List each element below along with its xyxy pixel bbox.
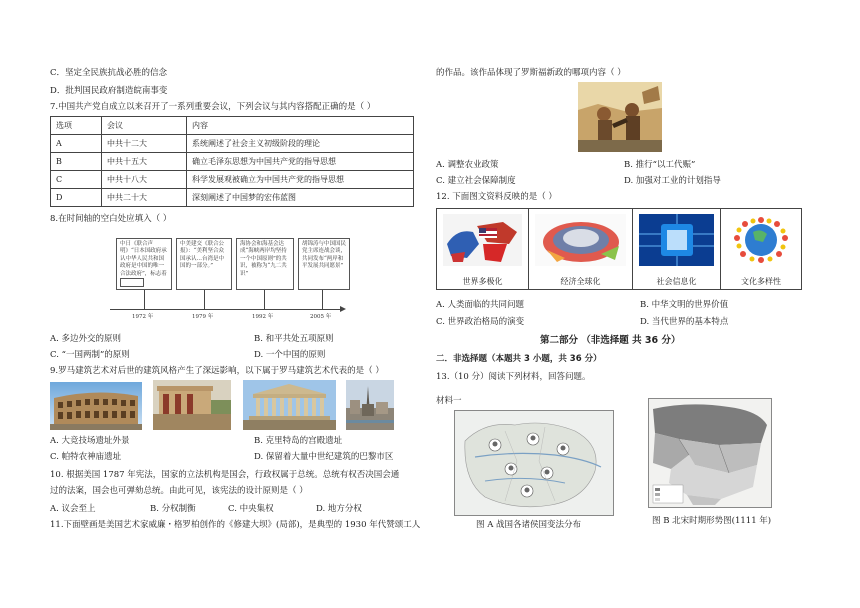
table-row xyxy=(51,153,414,171)
q12-caption: 文化多样性 xyxy=(741,277,781,286)
table-cell: 中共十五大 xyxy=(102,153,187,171)
timeline-box-2005: 胡锦涛与中国国民党主席连战会谈，共同发布“两岸和平发展共同愿景” xyxy=(298,238,350,290)
q11-option-a: A. 调整农业政策 xyxy=(436,160,499,170)
q11-option-b: B. 推行“以工代赈” xyxy=(624,160,696,170)
parthenon-image xyxy=(243,380,336,430)
table-cell: 中共二十大 xyxy=(102,189,187,207)
table-header: 会议 xyxy=(102,117,187,135)
timeline-axis xyxy=(110,309,342,310)
q8-option-b: B. 和平共处五项原则 xyxy=(254,334,334,344)
knossos-palace-image xyxy=(153,380,231,430)
q10-stem-line-2: 过的法案，国会也可弹劾总统。由此可见，该宪法的设计原则是（ ） xyxy=(50,486,308,496)
q6-option-d: D．批判国民政府制造皖南事变 xyxy=(50,86,168,96)
timeline-tick xyxy=(264,290,265,310)
q8-timeline xyxy=(110,236,350,326)
table-cell: 中共十二大 xyxy=(102,135,187,153)
timeline-tick xyxy=(204,290,205,310)
q12-caption: 社会信息化 xyxy=(656,277,697,286)
table-header: 内容 xyxy=(187,117,414,135)
q8-option-a: A. 多边外交的原则 xyxy=(50,334,122,344)
timeline-tick xyxy=(144,290,145,310)
q12-image-grid xyxy=(436,208,802,290)
q10-stem-line-1: 10. 根据美国 1787 年宪法，国家的立法机构是国会，行政权属于总统。总统有权否决国会通 xyxy=(50,470,400,480)
table-header-row xyxy=(51,117,414,135)
table-row xyxy=(51,135,414,153)
timeline-box-1979: 中美建交《联合公报》：“美利坚合众国承认…台湾是中国的一部分。” xyxy=(176,238,232,290)
table-cell: D xyxy=(51,189,102,207)
table-cell: C xyxy=(51,171,102,189)
q10-option-a: A. 议会至上 xyxy=(50,504,96,514)
colosseum-image xyxy=(50,382,142,430)
q12-cell-globalization xyxy=(529,209,633,289)
northern-song-map xyxy=(648,398,772,508)
q9-option-a: A. 大竞技场遗址外景 xyxy=(50,436,130,446)
table-cell: 中共十八大 xyxy=(102,171,187,189)
timeline-box-text: 中日《联合声明》“日本国政府承认中华人民共和国政府是中国的唯一合法政府”，标志着 xyxy=(120,241,167,277)
globe-people-image xyxy=(727,214,795,266)
q11-option-c: C. 建立社会保障制度 xyxy=(436,176,516,186)
table-cell: 科学发展观被确立为中国共产党的指导思想 xyxy=(187,171,414,189)
paris-city-image xyxy=(346,380,394,430)
part-two-title: 第二部分 （非选择题 共 36 分） xyxy=(540,335,681,346)
mural-building-dam-image xyxy=(578,82,662,152)
q12-cell-diversity xyxy=(721,209,801,289)
q9-stem: 9.罗马建筑艺术对后世的建筑风格产生了深远影响，以下属于罗马建筑艺术代表的是（ ） xyxy=(50,366,384,376)
table-cell: 系统阐述了社会主义初级阶段的理论 xyxy=(187,135,414,153)
timeline-year: 2005 年 xyxy=(310,314,332,320)
material-one-label: 材料一 xyxy=(436,396,462,406)
timeline-tick xyxy=(322,290,323,310)
q9-option-b: B. 克里特岛的宫殿遗址 xyxy=(254,436,343,446)
q8-option-c: C. “一国两制”的原则 xyxy=(50,350,130,360)
q10-option-b: B. 分权制衡 xyxy=(150,504,196,514)
q10-option-c: C. 中央集权 xyxy=(228,504,274,514)
q9-option-c: C. 帕特农神庙遗址 xyxy=(50,452,122,462)
timeline-box-1992: 海协会和海基会达成“海峡两岸均坚持一个中国原则”的共识，被称为“九二共识” xyxy=(236,238,294,290)
q11-option-d: D. 加强对工业的计划指导 xyxy=(624,176,721,186)
timeline-year: 1972 年 xyxy=(132,314,154,320)
q12-option-a: A. 人类面临的共同问题 xyxy=(436,300,525,310)
q9-option-d: D. 保留着大量中世纪建筑的巴黎市区 xyxy=(254,452,394,462)
q12-option-c: C. 世界政治格局的演变 xyxy=(436,317,525,327)
q12-cell-multipolar xyxy=(437,209,529,289)
table-cell: B xyxy=(51,153,102,171)
section-two-heading: 二．非选择题（本题共 3 小题，共 36 分） xyxy=(436,354,602,364)
q12-option-b: B. 中华文明的世界价值 xyxy=(640,300,729,310)
table-cell: 确立毛泽东思想为中国共产党的指导思想 xyxy=(187,153,414,171)
map-b-caption: 图 B 北宋时期形势图(1111 年) xyxy=(652,516,772,526)
map-a-caption: 图 A 战国各诸侯国变法分布 xyxy=(476,520,582,530)
q10-option-d: D. 地方分权 xyxy=(316,504,362,514)
timeline-year: 1992 年 xyxy=(252,314,274,320)
table-row xyxy=(51,171,414,189)
timeline-box-1972 xyxy=(116,238,172,290)
flags-map-image xyxy=(443,214,522,266)
digital-network-image xyxy=(639,214,714,266)
q12-caption: 经济全球化 xyxy=(560,277,601,286)
table-header: 选项 xyxy=(51,117,102,135)
arrow-icon xyxy=(340,306,346,312)
q13-stem: 13.（10 分）阅读下列材料，回答问题。 xyxy=(436,372,591,382)
q6-option-c: C．坚定全民族抗战必胜的信念 xyxy=(50,68,168,78)
q12-cell-informatization xyxy=(633,209,721,289)
q8-option-d: D. 一个中国的原则 xyxy=(254,350,326,360)
table-row xyxy=(51,189,414,207)
answer-blank xyxy=(120,278,144,287)
table-cell: A xyxy=(51,135,102,153)
q12-option-d: D. 当代世界的基本特点 xyxy=(640,317,729,327)
q11-stem-line-2: 的作品。该作品体现了罗斯福新政的哪项内容（ ） xyxy=(436,68,626,78)
q11-stem-line-1: 11.下面壁画是美国艺术家威廉・格罗柏创作的《修建大坝》(局部)，是典型的 1930 年代赞颂工人 xyxy=(50,520,421,530)
q12-stem: 12. 下面图文资料反映的是（ ） xyxy=(436,192,557,202)
economy-chart-image xyxy=(535,214,626,266)
q7-stem: 7.中国共产党自成立以来召开了一系列重要会议，下列会议与其内容搭配正确的是（ ） xyxy=(50,102,376,112)
q12-caption: 世界多极化 xyxy=(462,277,503,286)
q8-stem: 8.在时间轴的空白处应填入（ ） xyxy=(50,214,172,224)
warring-states-reform-map xyxy=(454,410,614,516)
timeline-year: 1979 年 xyxy=(192,314,214,320)
table-cell: 深刻阐述了中国梦的宏伟蓝图 xyxy=(187,189,414,207)
q7-table xyxy=(50,116,414,207)
